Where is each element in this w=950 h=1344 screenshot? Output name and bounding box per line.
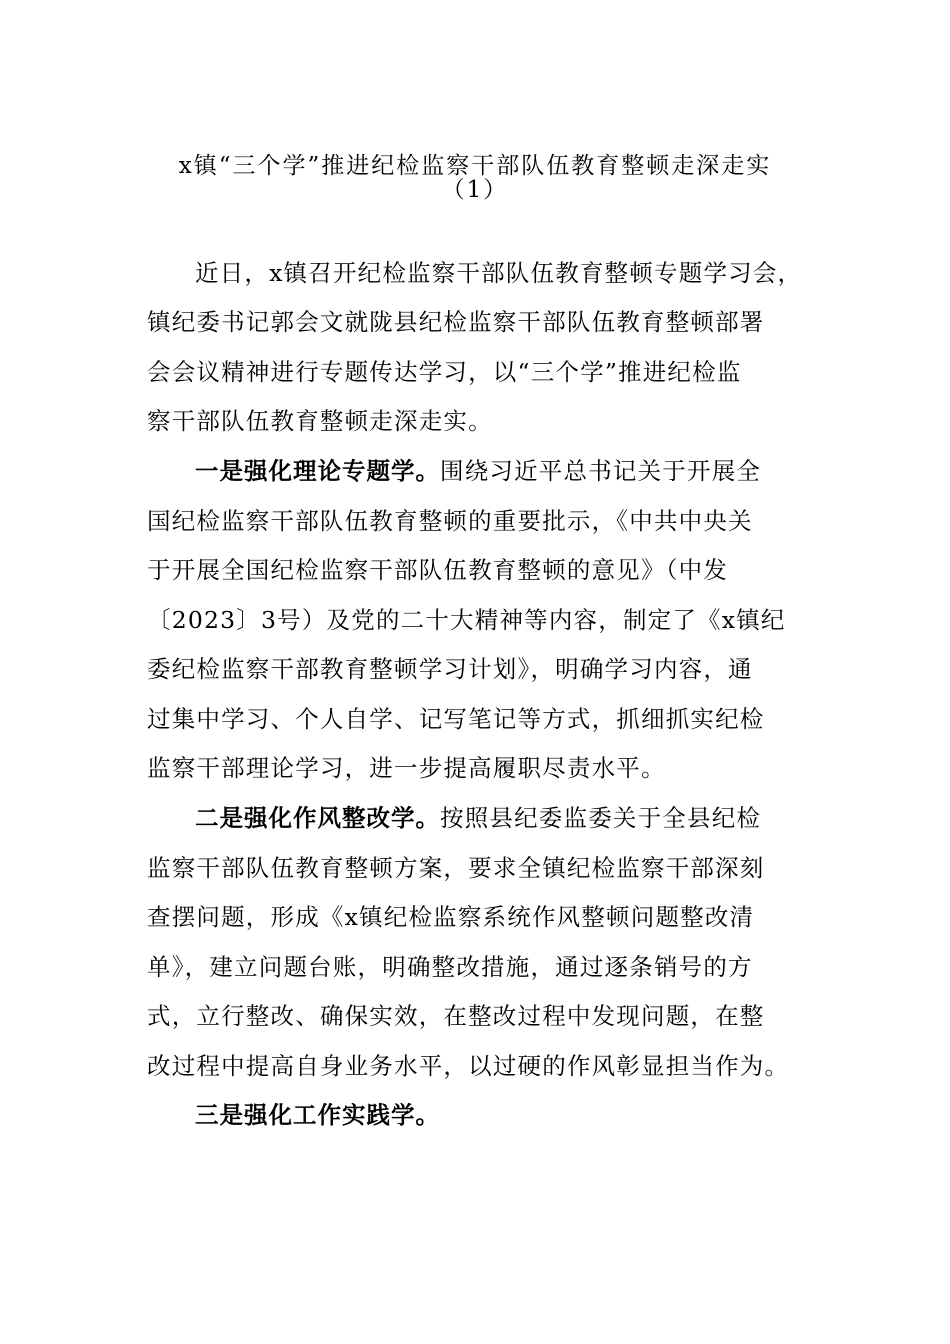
section1-line: 于开展全国纪检监察干部队伍教育整顿的意见》（中发 bbox=[147, 556, 729, 584]
section2-line: 监察干部队伍教育整顿方案，要求全镇纪检监察干部深刻 bbox=[147, 854, 765, 882]
section1-line: 监察干部理论学习，进一步提高履职尽责水平。 bbox=[147, 754, 666, 782]
intro-line: 察干部队伍教育整顿走深走实。 bbox=[147, 407, 493, 435]
intro-line: 近日，x镇召开纪检监察干部队伍教育整顿专题学习会， bbox=[195, 259, 803, 287]
intro-line: 镇纪委书记郭会文就陇县纪检监察干部队伍教育整顿部署 bbox=[147, 308, 765, 336]
section3-heading: 三是强化工作实践学。 bbox=[195, 1101, 440, 1129]
section2-line: 查摆问题，形成《x镇纪检监察系统作风整顿问题整改清 bbox=[147, 903, 755, 931]
section2-line: 单》，建立问题台账，明确整改措施，通过逐条销号的方 bbox=[147, 953, 753, 981]
section1-line: 〔2023〕3号）及党的二十大精神等内容，制定了《x镇纪 bbox=[147, 606, 786, 634]
section1-heading: 一是强化理论专题学。 bbox=[195, 457, 440, 485]
document-title-number: （1） bbox=[441, 177, 509, 203]
section3-first-line bbox=[195, 1099, 440, 1131]
document-title: x镇“三个学”推进纪检监察干部队伍教育整顿走深走实 bbox=[178, 153, 772, 179]
section2-first-text: 按照县纪委监委关于全县纪检 bbox=[440, 804, 762, 832]
section1-first-line bbox=[195, 455, 761, 487]
section2-heading: 二是强化作风整改学。 bbox=[195, 804, 440, 832]
section1-line: 委纪检监察干部教育整顿学习计划》，明确学习内容，通 bbox=[147, 655, 753, 683]
section2-first-line bbox=[195, 802, 761, 834]
section1-first-text: 围绕习近平总书记关于开展全 bbox=[440, 457, 762, 485]
section1-line: 过集中学习、个人自学、记写笔记等方式，抓细抓实纪检 bbox=[147, 705, 765, 733]
section1-line: 国纪检监察干部队伍教育整顿的重要批示，《中共中央关 bbox=[147, 507, 753, 535]
section2-line: 改过程中提高自身业务水平，以过硬的作风彰显担当作为。 bbox=[147, 1052, 790, 1080]
section2-line: 式，立行整改、确保实效，在整改过程中发现问题，在整 bbox=[147, 1002, 765, 1030]
intro-line: 会会议精神进行专题传达学习，以“三个学”推进纪检监 bbox=[147, 358, 742, 386]
